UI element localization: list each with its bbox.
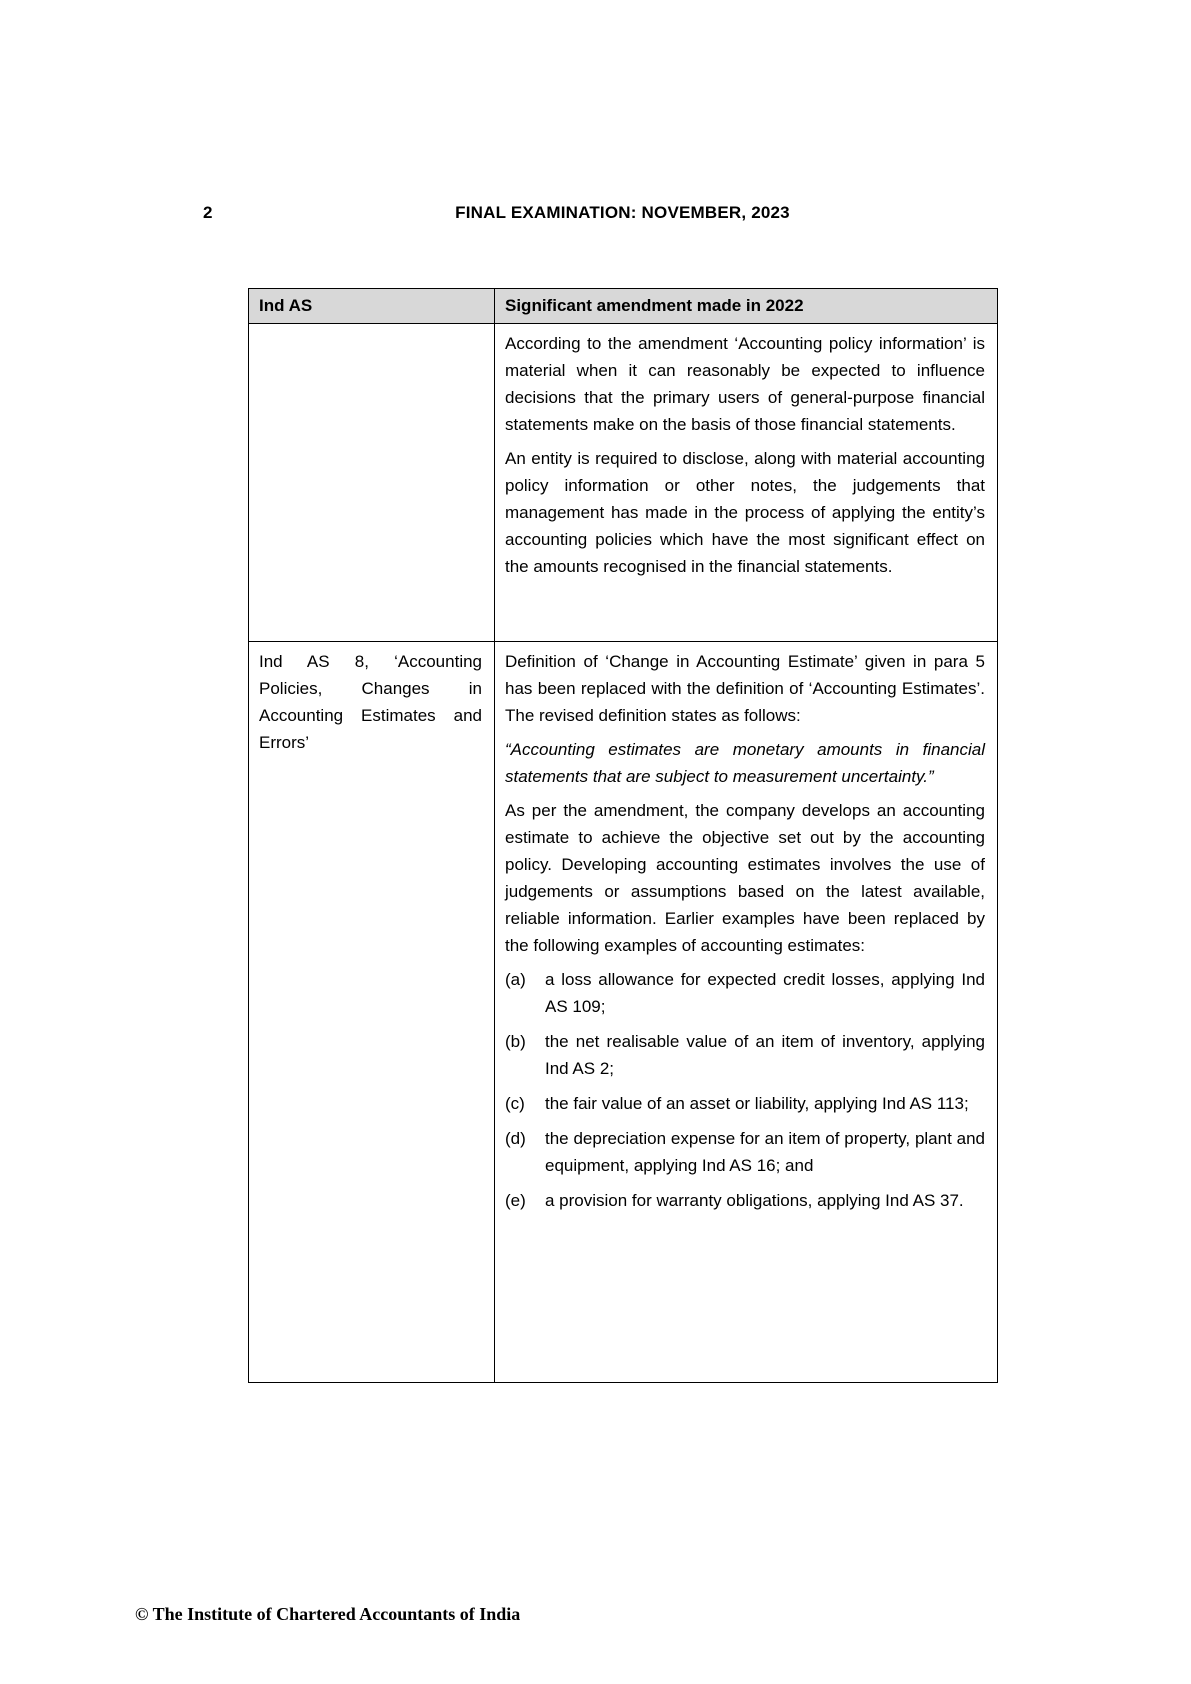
page-number: 2	[203, 203, 213, 222]
column-header-amendment: Significant amendment made in 2022	[495, 289, 998, 324]
amendment-paragraph: An entity is required to disclose, along with material accounting policy information or other notes, the judgements that management has made in the process of applying the entity’s accounting policies which have the most significant effect on the amounts recognised in the financial statements.	[505, 449, 985, 576]
table-row	[249, 324, 998, 642]
list-item	[505, 1090, 985, 1117]
list-marker: (d)	[505, 1129, 526, 1148]
amendments-table	[248, 288, 998, 1383]
list-text: the net realisable value of an item of inventory, applying Ind AS 2;	[545, 1032, 985, 1078]
list-text: a provision for warranty obligations, applying Ind AS 37.	[545, 1191, 964, 1210]
list-item	[505, 1125, 985, 1179]
copyright-footer: © The Institute of Chartered Accountants of India	[135, 1604, 521, 1624]
ind-as-cell	[249, 642, 495, 1383]
list-marker: (e)	[505, 1191, 526, 1210]
list-marker: (c)	[505, 1094, 525, 1113]
ind-as-cell-empty	[249, 324, 495, 642]
amendment-paragraph: Definition of ‘Change in Accounting Estimate’ given in para 5 has been replaced with the definition of ‘Accounting Estimates’. The revised definition states as follows:	[505, 652, 985, 725]
list-marker: (b)	[505, 1032, 526, 1051]
page-header-title: FINAL EXAMINATION: NOVEMBER, 2023	[455, 203, 790, 222]
list-text: the fair value of an asset or liability, applying Ind AS 113;	[545, 1094, 969, 1113]
list-item	[505, 1187, 985, 1214]
amendment-paragraph: As per the amendment, the company develops an accounting estimate to achieve the objective set out by the accounting policy. Developing accounting estimates involves the use of judgements or assumptions based on the latest available, reliable information. Earlier examples have been replaced by the following examples of accounting estimates:	[505, 801, 985, 955]
amendment-paragraph: According to the amendment ‘Accounting policy information’ is material when it can reasonably be expected to influence decisions that the primary users of general-purpose financial statements make on the basis of those financial statements.	[505, 334, 985, 434]
list-text: a loss allowance for expected credit losses, applying Ind AS 109;	[545, 970, 985, 1016]
definition-quote: “Accounting estimates are monetary amounts in financial statements that are subject to measurement uncertainty.”	[505, 740, 985, 786]
list-marker: (a)	[505, 970, 526, 989]
amendment-cell	[495, 642, 998, 1383]
list-item	[505, 966, 985, 1020]
ind-as-label: Ind AS 8, ‘Accounting Policies, Changes in Accounting Estimates and Errors’	[259, 652, 482, 752]
amendment-cell	[495, 324, 998, 642]
column-header-ind-as: Ind AS	[249, 289, 495, 324]
table-row	[249, 642, 998, 1383]
list-item	[505, 1028, 985, 1082]
list-text: the depreciation expense for an item of property, plant and equipment, applying Ind AS 16; and	[545, 1129, 985, 1175]
table-header-row	[249, 289, 998, 324]
